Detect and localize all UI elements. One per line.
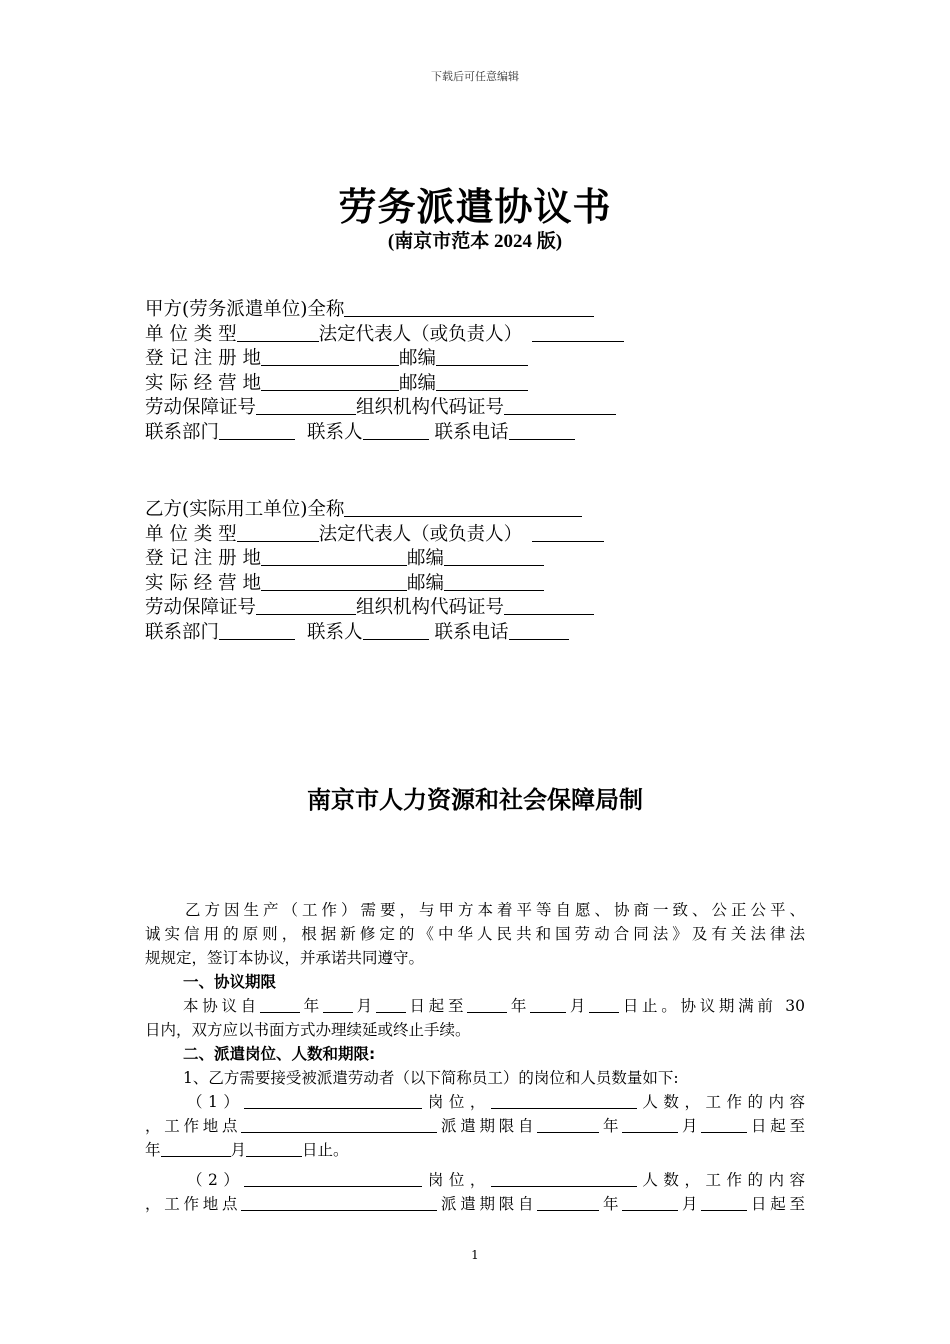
term-to-month-field[interactable] xyxy=(530,996,566,1013)
party-b-dept-label: 联系部门 xyxy=(145,621,220,643)
party-b-postcode-field[interactable] xyxy=(444,547,544,566)
post-2-period-label: 派遣期限自 xyxy=(437,1195,538,1213)
party-b-type-field[interactable] xyxy=(237,523,319,542)
post-1-count-label: 人数，工作的内容 xyxy=(636,1093,805,1111)
post-1-number: （1） xyxy=(187,1093,245,1111)
post-2-from-year-field[interactable] xyxy=(537,1194,599,1211)
party-a-actual-label: 实 际 经 营 地 xyxy=(145,372,262,394)
post-2-month-label: 月 xyxy=(678,1195,702,1213)
post-2-position-label: 岗位， xyxy=(422,1171,491,1189)
term-from-month-field[interactable] xyxy=(323,996,353,1013)
party-b-cert-label: 劳动保障证号 xyxy=(145,597,257,618)
post-1-place-label: ，工作地点 xyxy=(145,1117,242,1135)
term-line-2: 日内，双方应以书面方式办理续延或终止手续。 xyxy=(145,1021,471,1039)
party-b-reg-label: 登 记 注 册 地 xyxy=(145,548,262,569)
party-a-section xyxy=(145,298,624,445)
party-a-type-label: 单 位 类 型 xyxy=(145,323,237,345)
term-until-label: 日起至 xyxy=(405,997,468,1015)
party-b-contact-field[interactable] xyxy=(363,621,429,640)
party-a-orgcode-label: 组织机构代码证号 xyxy=(356,397,505,418)
post-1-end-label: 日止。 xyxy=(302,1141,349,1159)
post-1-line-1 xyxy=(145,1090,805,1114)
post-2-place-label: ，工作地点 xyxy=(145,1195,242,1213)
party-a-name-field[interactable] xyxy=(344,298,594,317)
party-b-orgcode-field[interactable] xyxy=(504,596,594,615)
term-year2-label: 年 xyxy=(507,997,531,1015)
document-subtitle: (南京市范本 2024 版) xyxy=(387,231,563,252)
post-1-place-field[interactable] xyxy=(241,1116,437,1133)
post-1-to-year-field[interactable] xyxy=(161,1140,231,1157)
post-1-period-label: 派遣期限自 xyxy=(437,1117,538,1135)
party-b-phone-field[interactable] xyxy=(509,621,569,640)
party-a-type-row xyxy=(145,323,624,348)
party-b-section xyxy=(145,498,604,645)
party-b-name-row xyxy=(145,498,604,523)
post-2-dayfrom-label: 日起至 xyxy=(747,1195,805,1213)
page-number: 1 xyxy=(471,1248,479,1262)
party-a-name-label: 甲方(劳务派遣单位)全称 xyxy=(145,299,345,320)
post-2-count-label: 人数，工作的内容 xyxy=(636,1171,805,1189)
party-b-phone-label: 联系电话 xyxy=(434,621,509,643)
post-1-month-label: 月 xyxy=(678,1117,702,1135)
party-a-postcode2-field[interactable] xyxy=(436,372,528,391)
party-a-legal-rep-field[interactable] xyxy=(532,323,624,342)
party-b-actual-field[interactable] xyxy=(261,572,407,591)
party-b-actual-row xyxy=(145,572,604,597)
party-a-postcode2-label: 邮编 xyxy=(399,372,437,394)
party-a-legal-rep-label: 法定代表人（或负责人） xyxy=(318,323,523,345)
term-line-1 xyxy=(145,994,805,1018)
post-1-year2-label: 年 xyxy=(145,1141,161,1159)
party-a-reg-label: 登 记 注 册 地 xyxy=(145,348,262,369)
party-a-dept-label: 联系部门 xyxy=(145,421,220,443)
party-b-dept-field[interactable] xyxy=(219,621,295,640)
intro-line-3: 规规定，签订本协议，并承诺共同遵守。 xyxy=(145,949,425,967)
post-1-from-day-field[interactable] xyxy=(701,1116,747,1133)
party-b-reg-field[interactable] xyxy=(261,547,407,566)
post-1-position-label: 岗位， xyxy=(422,1093,491,1111)
party-b-legal-rep-field[interactable] xyxy=(532,523,604,542)
post-1-year-label: 年 xyxy=(599,1117,623,1135)
party-b-name-label: 乙方(实际用工单位)全称 xyxy=(145,499,345,520)
party-a-name-row xyxy=(145,298,624,323)
intro-line-2: 诚实信用的原则，根据新修定的《中华人民共和国劳动合同法》及有关法律法 xyxy=(145,925,805,943)
party-b-cert-row xyxy=(145,596,604,621)
party-a-reg-field[interactable] xyxy=(261,347,399,366)
post-1-position-field[interactable] xyxy=(244,1092,422,1109)
term-month-label: 月 xyxy=(352,997,376,1015)
party-b-actual-label: 实 际 经 营 地 xyxy=(145,572,262,594)
post-2-line-1 xyxy=(145,1168,805,1192)
post-2-year-label: 年 xyxy=(599,1195,623,1213)
post-2-position-field[interactable] xyxy=(244,1170,422,1187)
party-b-cert-field[interactable] xyxy=(256,596,356,615)
section-2-heading: 二、派遣岗位、人数和期限: xyxy=(183,1045,376,1063)
party-b-contact-row xyxy=(145,621,604,646)
party-a-type-field[interactable] xyxy=(237,323,319,342)
post-1-count-field[interactable] xyxy=(491,1092,637,1109)
post-1-month2-label: 月 xyxy=(230,1141,247,1159)
party-a-contact-label: 联系人 xyxy=(307,421,363,443)
post-1-from-month-field[interactable] xyxy=(622,1116,678,1133)
post-1-from-year-field[interactable] xyxy=(537,1116,599,1133)
party-b-orgcode-label: 组织机构代码证号 xyxy=(356,597,505,618)
intro-line-1: 乙方因生产（工作）需要，与甲方本着平等自愿、协商一致、公正公平、 xyxy=(185,901,805,919)
term-from-day-field[interactable] xyxy=(376,996,406,1013)
party-a-reg-row xyxy=(145,347,624,372)
post-1-to-month-field[interactable] xyxy=(246,1140,302,1157)
party-b-postcode2-field[interactable] xyxy=(444,572,544,591)
term-to-year-field[interactable] xyxy=(467,996,507,1013)
post-2-place-field[interactable] xyxy=(241,1194,437,1211)
party-a-actual-row xyxy=(145,372,624,397)
post-1-dayfrom-label: 日起至 xyxy=(747,1117,805,1135)
post-2-number: （2） xyxy=(187,1171,245,1189)
post-2-from-month-field[interactable] xyxy=(622,1194,678,1211)
party-b-type-row xyxy=(145,523,604,548)
post-2-line-2 xyxy=(145,1192,805,1216)
party-a-contact-field[interactable] xyxy=(363,421,429,440)
term-end-label: 日止。协议期满前 30 xyxy=(619,997,805,1015)
party-a-actual-field[interactable] xyxy=(261,372,399,391)
party-b-name-field[interactable] xyxy=(344,498,582,517)
post-1-line-2 xyxy=(145,1114,805,1138)
party-b-contact-label: 联系人 xyxy=(307,621,363,643)
post-2-from-day-field[interactable] xyxy=(701,1194,747,1211)
term-to-day-field[interactable] xyxy=(589,996,619,1013)
term-month2-label: 月 xyxy=(566,997,590,1015)
party-b-postcode-label: 邮编 xyxy=(407,548,445,569)
party-a-cert-label: 劳动保障证号 xyxy=(145,397,257,418)
party-a-postcode-label: 邮编 xyxy=(399,348,437,369)
party-b-legal-rep-label: 法定代表人（或负责人） xyxy=(318,523,523,545)
party-a-phone-field[interactable] xyxy=(509,421,575,440)
party-a-cert-field[interactable] xyxy=(256,396,356,415)
party-b-type-label: 单 位 类 型 xyxy=(145,523,237,545)
section-1-heading: 一、协议期限 xyxy=(183,973,277,991)
term-year-label: 年 xyxy=(299,997,323,1015)
party-a-dept-field[interactable] xyxy=(219,421,295,440)
party-a-phone-label: 联系电话 xyxy=(434,421,509,443)
post-1-line-3 xyxy=(145,1138,805,1162)
party-a-postcode-field[interactable] xyxy=(436,347,528,366)
party-a-orgcode-field[interactable] xyxy=(504,396,616,415)
party-b-reg-row xyxy=(145,547,604,572)
party-b-postcode2-label: 邮编 xyxy=(407,572,445,594)
post-2-count-field[interactable] xyxy=(491,1170,637,1187)
document-title: 劳务派遣协议书 xyxy=(338,185,612,229)
term-from-year-field[interactable] xyxy=(260,996,300,1013)
issuer-name: 南京市人力资源和社会保障局制 xyxy=(307,786,643,814)
header-note: 下载后可任意编辑 xyxy=(431,70,519,83)
item-1-text: 1、乙方需要接受被派遣劳动者（以下简称员工）的岗位和人员数量如下: xyxy=(183,1069,679,1087)
term-from-label: 本协议自 xyxy=(183,997,260,1015)
party-a-contact-row xyxy=(145,421,624,446)
party-a-cert-row xyxy=(145,396,624,421)
